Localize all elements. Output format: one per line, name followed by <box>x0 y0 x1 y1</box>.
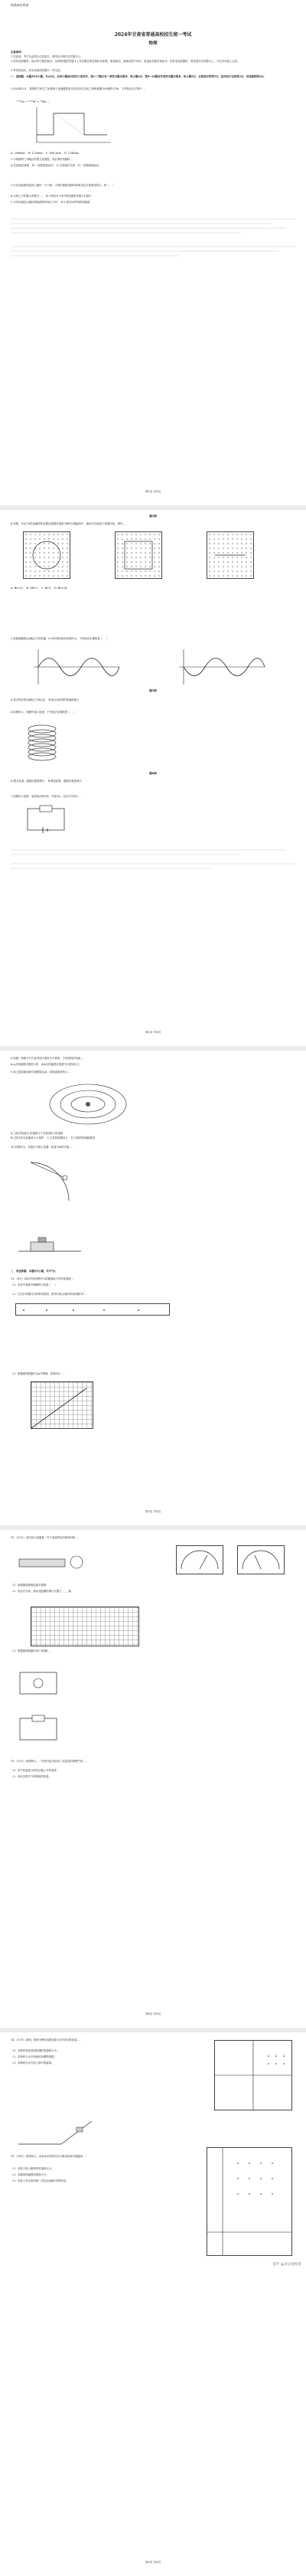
circuit-figure <box>15 1714 61 1744</box>
question-line: 11.（6分）某同学用如图所示装置测量小车的加速度 ... <box>11 1277 75 1280</box>
question-body-filler <box>11 839 295 1023</box>
page-2 <box>0 510 306 1046</box>
wave-figure <box>31 648 122 686</box>
question-line: （2）求磁场的磁感应强度大小； <box>11 2173 49 2176</box>
notice-heading: 注意事项： <box>11 51 24 54</box>
question-options: C.小球从最高点落回到地面的时间大于t1 D.小球在t2时刻回到地面 <box>11 201 90 204</box>
page-3 <box>0 1051 306 1525</box>
field-figure <box>214 2040 292 2110</box>
coil-figure <box>23 721 61 767</box>
tape-figure <box>15 1303 170 1316</box>
section-2-heading: 二、非选择题：本题共5小题，共57分。 <box>11 1270 58 1273</box>
notice-line-3: 3.考试结束后，将本试卷和答题卡一并交回。 <box>11 69 63 72</box>
page-footer: 第5页 共8页 <box>145 2561 161 2564</box>
apparatus-figure <box>15 1545 92 1576</box>
question-line: （2）打点计时器打出的纸带如图，相邻计数点间的时间间隔为T ... <box>11 1293 88 1296</box>
question-options: A.质点P此刻向y轴正方向运动 B.质点Q此刻的加速度最大 <box>11 698 80 701</box>
question-line: （3）求粒子从出发到第二次经过x轴所用的时间。 <box>11 2179 69 2182</box>
question-line: （1）求物块到达斜面底端时的速度大小； <box>11 2049 60 2052</box>
spectrum-figure <box>31 104 115 147</box>
question-line: 7.如图所示电路，电源电动势为E，内阻为r，闭合开关S后 ... <box>11 795 81 798</box>
wave-figure <box>176 648 268 686</box>
question-line: （3）根据测得数据作出U-I图像 ... <box>11 1649 51 1652</box>
page-1 <box>0 0 306 505</box>
graph-figure <box>31 1607 139 1646</box>
magnetic-field-figure <box>207 531 254 579</box>
question-line: 14.（13分）如图，倾角为θ的光滑斜面与水平面平滑连接 ... <box>11 2038 80 2042</box>
question-line: 12.（10分）某实验小组测量一节干电池的电动势和内阻 ... <box>11 1536 79 1539</box>
orbit-figure <box>46 1081 130 1127</box>
meter-figure <box>237 1545 285 1574</box>
block-figure <box>15 1234 84 1257</box>
question-options: A.a点的磁感应强度为零 B.b点的磁感应强度方向竖直向上 <box>11 1063 80 1066</box>
figure-caption: 题6图 <box>149 772 157 775</box>
question-line: 9.某卫星绕地球做匀速圆周运动，其轨道如图所示 ... <box>11 1071 71 1074</box>
question-line: （3）求物块在水平面上滑行的距离。 <box>11 2061 54 2064</box>
page-5 <box>0 2032 306 2576</box>
question-line: 15.（18分）如图所示，在xOy平面内存在匀强电场和匀强磁场 ... <box>11 2155 86 2158</box>
page-footer: 第3页 共8页 <box>145 1510 161 1513</box>
incline-figure <box>15 2117 99 2147</box>
question-line: 3.小杰从地面竖直向上抛出一个小球，小球的速度v随时间t的变化关系如图所示，则（ ） <box>11 184 116 187</box>
figure-caption: 题5图 <box>149 689 157 692</box>
figure-caption: 题3图 <box>149 515 157 518</box>
question-options: A.卫星在轨道Ⅰ上的速度大于在轨道Ⅱ上的速度 <box>11 1132 63 1135</box>
subject-title: 物理 <box>148 41 158 46</box>
page-footer: 第1页 共8页 <box>145 490 161 493</box>
question-line: 4.如图，半径为r的金属圆环放置在磁感应强度为B的匀强磁场中，磁场方向垂直于纸面向里，圆环 ... <box>11 522 126 525</box>
confidential-label: 机密★启用前 <box>11 3 29 7</box>
question-line: （1）请根据电路图连接实物图 <box>11 1584 47 1587</box>
question-options: A.增大电流，磁感应强度增大 B.增加匝数，磁感应强度减小 <box>11 780 82 783</box>
section-1-heading: 一、选择题：本题共10小题，共43分。在每小题给出的四个选项中，第1~7题只有一项符合题目要求，每小题4分；第8~10题有多项符合题目要求，每小题5分，全部选对的得5分，选对但不全的得3分，有选错的得0分。 <box>11 75 266 78</box>
notice-line-2: 2.回答选择题时，选出每小题答案后，用2B铅笔把答题卡上对应题目的答案标号涂黑。如需改动，用橡皮擦干净后，再选涂其他答案标号。回答非选择题时，将答案写在答题卡上，写在本试卷上无效。 <box>11 60 240 63</box>
page-footer: 第4页 共8页 <box>145 2012 161 2015</box>
page-footer: 第2页 共8页 <box>145 1031 161 1034</box>
question-line: （1）求粒子进入磁场时的速度大小； <box>11 2167 54 2170</box>
question-options: A.先加速后减速 B.一直做加速运动 C.先加速后匀速 D.一直做减速运动 <box>11 164 99 167</box>
question-options: A. 2066nm B. 1239nm C. 656.3nm D. 1240nm <box>11 152 79 155</box>
magnetic-field-figure <box>115 531 162 579</box>
circuit-figure <box>23 804 69 835</box>
question-line: （1）求气体温度升高后活塞上升的高度； <box>11 1769 60 1772</box>
question-line: 1.2024年2月，我国科学家在兰州重离子加速器国家实验室首次合成了新核素锇-160和钨-156。下列核反应方程中 ... <box>11 87 145 90</box>
question-line: 5.某简谐横波沿x轴正方向传播，t=0时刻的波形如图所示，下列说法正确的是（ ） <box>11 637 109 640</box>
magnetic-field-figure <box>23 531 70 579</box>
question-line: （2）求此过程中气体吸收的热量。 <box>11 1775 52 1778</box>
exam-title: 2024年甘肃省普通高校招生统一考试 <box>114 32 192 38</box>
question-line: 8.如图，两根平行长直导线中通有大小相等、方向相同的电流 ... <box>11 1057 84 1060</box>
question-line: 13.（10分）如图所示，一导热汽缸内封闭一定质量的理想气体 ... <box>11 1760 86 1763</box>
question-options: A. Br²ω/2 B. 2Br²ω C. Br²ω D. Br²ω/4 <box>11 587 67 590</box>
meter-figure <box>176 1545 223 1574</box>
circuit-figure <box>15 1668 61 1698</box>
question-line: 2.小明测得兰州地区的重力加速度，他在乘坐电梯时 ... <box>11 158 74 161</box>
notice-line-1: 1.答卷前，考生务必将自己的姓名、准考证号填写在答题卡上。 <box>11 55 83 58</box>
question-line: （2）闭合开关前，滑动变阻器的滑片应置于 ____ 端 <box>11 1590 71 1593</box>
question-line: （3）根据测得数据作出a-F图像，如图所示 ... <box>11 1372 64 1375</box>
question-options: A.小球上升的最大高度为 ... B.小球在0~t1内的加速度先增大后减小 <box>11 195 92 198</box>
question-line: 10.如图所示，光滑水平面上放置一质量为M的木板 ... <box>11 1146 73 1149</box>
question-line: （2）求物块与水平面间的动摩擦因数； <box>11 2055 57 2058</box>
field-figure <box>207 2147 292 2256</box>
equation-figure <box>15 93 99 101</box>
question-body-filler <box>11 208 295 423</box>
watermark: 知乎 @北京观察者 <box>272 2263 301 2267</box>
graph-figure <box>31 1381 93 1429</box>
svg-text:¹⁶⁰Os → ¹⁵⁶W + ⁴He ...: ¹⁶⁰Os → ¹⁵⁶W + ⁴He ... <box>17 100 50 103</box>
question-line: 6.如图所示，线圈中通入电流，下列说法正确的是（ ） <box>11 711 76 714</box>
question-line: （1）实验中需要平衡摩擦力的是（ ） <box>11 1283 57 1286</box>
pendulum-figure <box>23 1155 76 1208</box>
question-options: B.卫星在P点加速度大小相等 C.卫星的周期变大 D.卫星的机械能增加 <box>11 1136 95 1139</box>
page-4 <box>0 1530 306 2028</box>
